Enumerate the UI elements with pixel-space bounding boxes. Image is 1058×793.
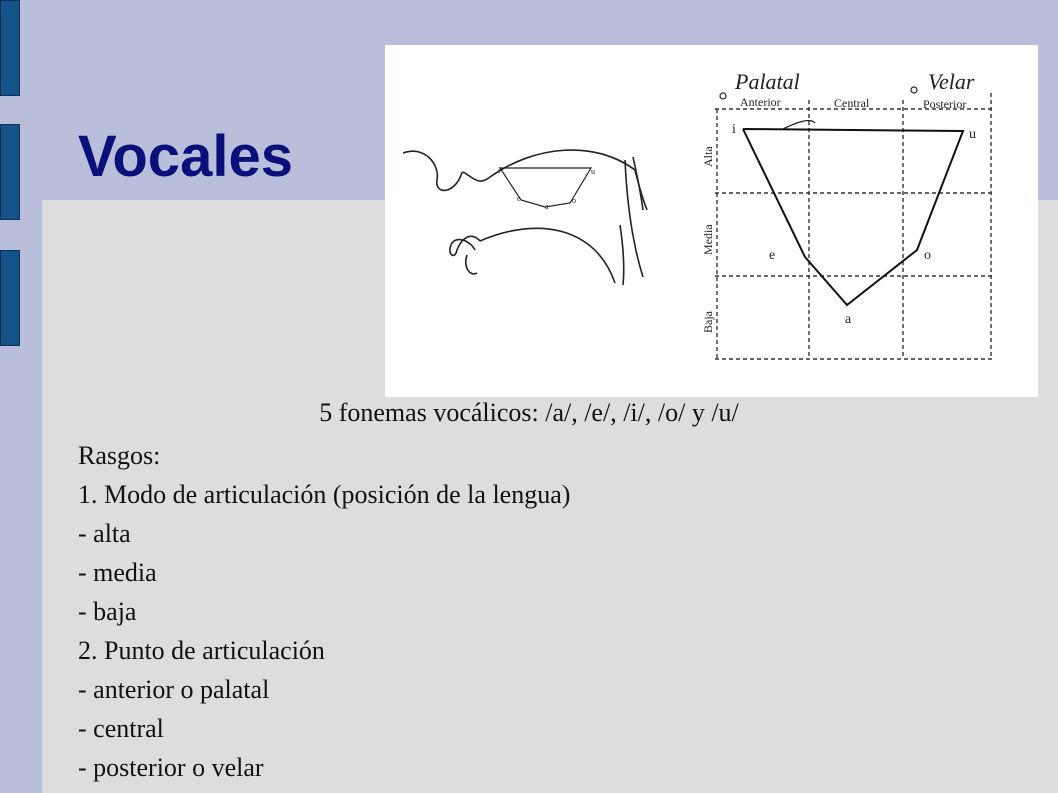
vowel-trapezoid: [743, 129, 963, 305]
list-item: - central: [78, 714, 164, 743]
pointer-curve: [783, 121, 815, 129]
mini-vowel-i: i: [498, 166, 501, 175]
row-label-media: Media: [701, 224, 715, 255]
mini-vowel-a: a: [545, 202, 549, 211]
list-item: 1. Modo de articulación (posición de la lengua): [78, 480, 571, 509]
mouth-profile-sketch: [403, 150, 647, 285]
vowel-diagram-figure: [385, 45, 1038, 397]
vowel-diagram-svg: [385, 45, 1038, 397]
left-accent-bar-1: [0, 0, 20, 96]
handwritten-velar: Velar: [928, 69, 975, 94]
list-item: - baja: [78, 597, 137, 626]
vowel-label-o: o: [924, 248, 931, 263]
list-item: - media: [78, 558, 157, 587]
vowel-label-u: u: [969, 127, 976, 142]
subtitle-fonemas: [0, 398, 1058, 428]
mini-vowel-o: o: [572, 196, 576, 205]
vowel-grid: [715, 93, 993, 359]
row-label-alta: Alta: [701, 146, 715, 167]
list-item: - anterior o palatal: [78, 675, 270, 704]
column-header-central: Central: [834, 96, 870, 110]
features-list: [78, 436, 570, 787]
list-item: - alta: [78, 519, 131, 548]
slide-title: Vocales: [78, 124, 293, 189]
list-item: - posterior o velar: [78, 753, 264, 782]
row-label-baja: Baja: [701, 311, 715, 333]
vowel-label-e: e: [769, 248, 776, 263]
list-item: Rasgos:: [78, 441, 161, 470]
left-accent-bar-3: [0, 250, 20, 346]
column-header-anterior: Anterior: [740, 95, 781, 109]
vowel-label-a: a: [845, 312, 852, 327]
mini-vowel-u: u: [591, 167, 595, 176]
mini-vowel-e: e: [517, 194, 521, 203]
subtitle-text: 5 fonemas vocálicos: /a/, /e/, /i/, /o/ y /u/: [319, 398, 739, 427]
velar-mark-circle: [911, 87, 917, 93]
list-item: 2. Punto de articulación: [78, 636, 325, 665]
vowel-label-i: i: [732, 122, 736, 137]
left-accent-bar-2: [0, 124, 20, 220]
handwritten-palatal: Palatal: [735, 69, 800, 94]
column-header-posterior: Posterior: [923, 97, 967, 111]
palatal-mark-circle: [720, 93, 726, 99]
